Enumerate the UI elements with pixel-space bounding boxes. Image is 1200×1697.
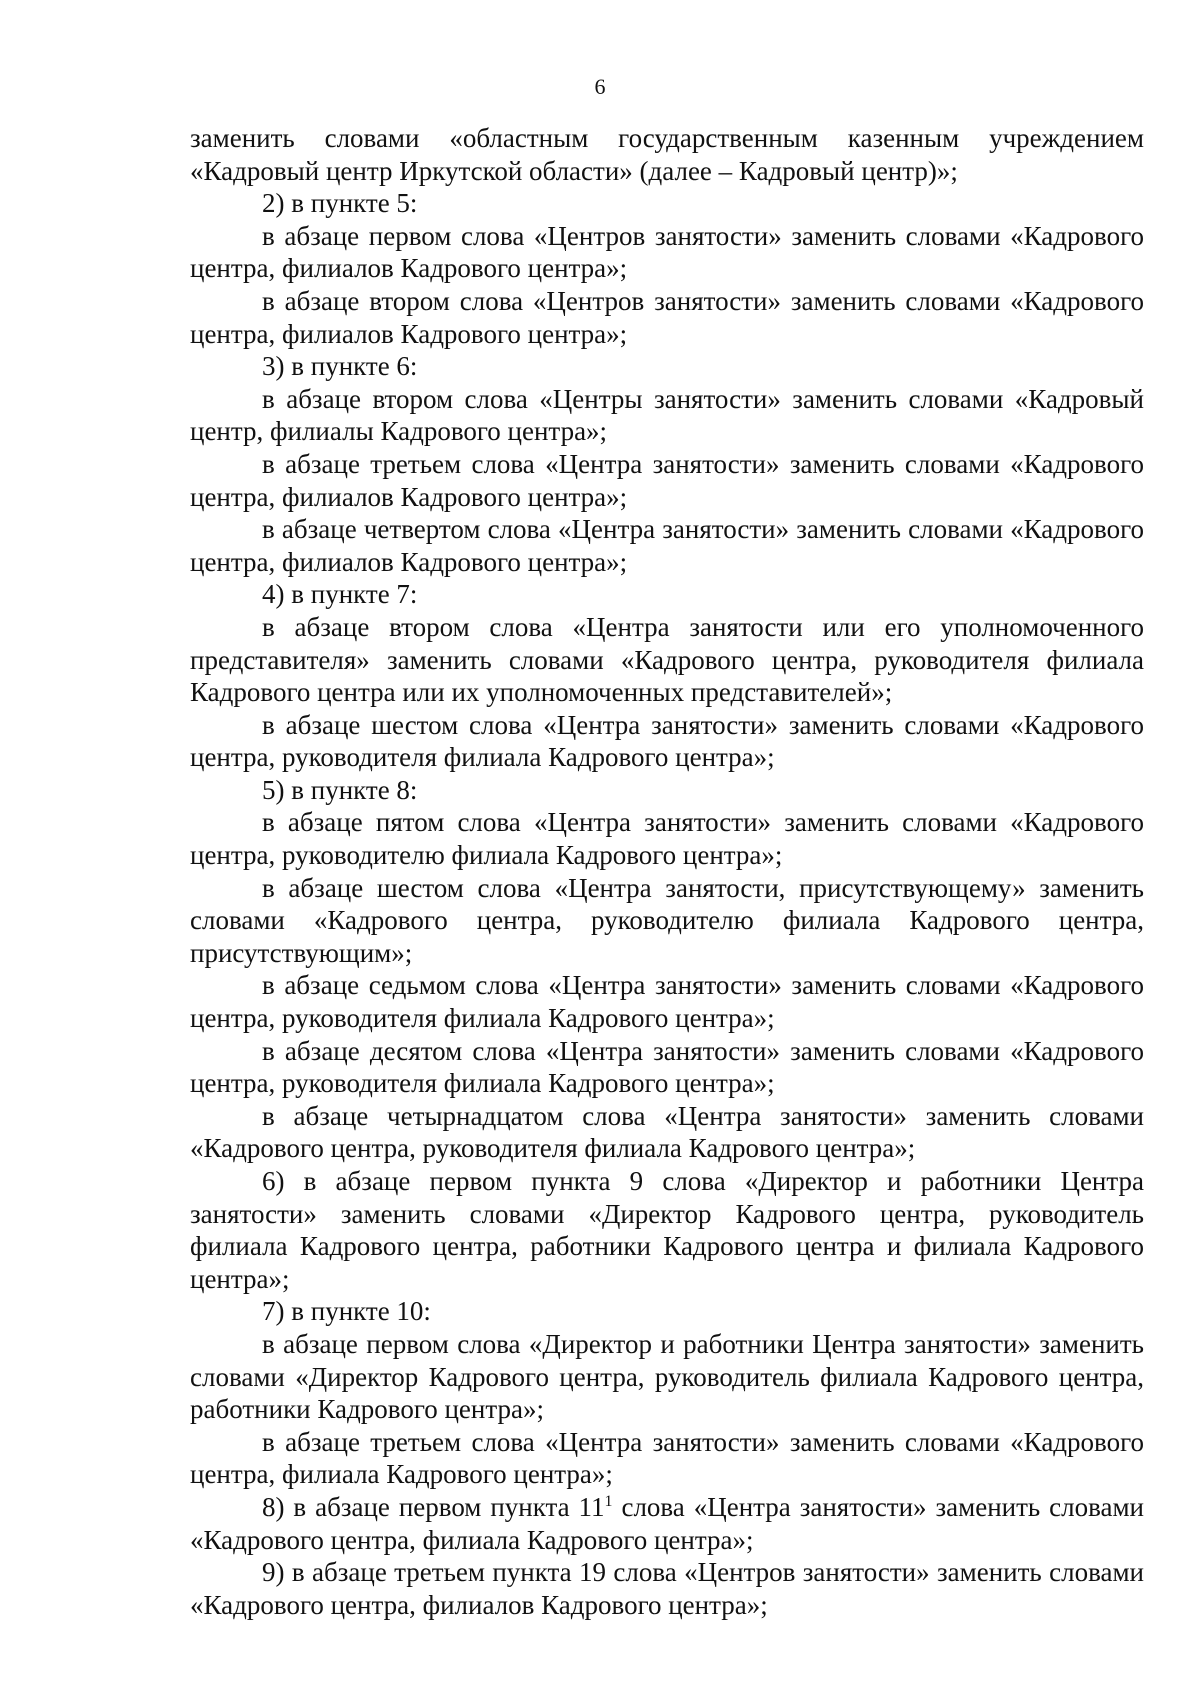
paragraph: в абзаце шестом слова «Центра занятости, присутствующему» заменить словами «Кадрового центра, руководителю филиала Кадрового центра, присутствующим»;	[190, 872, 1144, 968]
paragraph: заменить словами «областным государственным казенным учреждением «Кадровый центр Иркутской области» (далее – Кадровый центр)»;	[190, 123, 1144, 186]
paragraph: 2) в пункте 5:	[262, 188, 418, 219]
paragraph: в абзаце пятом слова «Центра занятости» заменить словами «Кадрового центра, руководителю филиала Кадрового центра»;	[190, 807, 1144, 871]
paragraph: в абзаце третьем слова «Центра занятости» заменить словами «Кадрового центра, филиалов Кадрового центра»;	[190, 448, 1144, 512]
paragraph: в абзаце первом слова «Директор и работники Центра занятости» заменить словами «Директор Кадрового центра, руководитель филиала Кадрового центра, работники Кадрового центра»;	[190, 1328, 1144, 1425]
paragraph: в абзаце четырнадцатом слова «Центра занятости» заменить словами «Кадрового центра, руководителя филиала Кадрового центра»;	[190, 1100, 1144, 1164]
paragraph: в абзаце втором слова «Центры занятости» заменить словами «Кадровый центр, филиалы Кадрового центра»;	[190, 383, 1144, 447]
paragraph: в абзаце седьмом слова «Центра занятости» заменить словами «Кадрового центра, руководителя филиала Кадрового центра»;	[190, 970, 1144, 1034]
paragraph: 9) в абзаце третьем пункта 19 слова «Центров занятости» заменить словами «Кадрового центра, филиалов Кадрового центра»;	[190, 1557, 1144, 1620]
paragraph: в абзаце шестом слова «Центра занятости» заменить словами «Кадрового центра, руководителя филиала Кадрового центра»;	[190, 709, 1144, 773]
paragraph	[190, 1491, 1144, 1556]
paragraph: 7) в пункте 10:	[262, 1296, 431, 1327]
paragraph: в абзаце третьем слова «Центра занятости» заменить словами «Кадрового центра, филиала Кадрового центра»;	[190, 1426, 1144, 1490]
paragraph: в абзаце втором слова «Центров занятости» заменить словами «Кадрового центра, филиалов Кадрового центра»;	[190, 285, 1144, 349]
paragraph-text-start: 8) в абзаце первом пункта 11	[262, 1491, 605, 1522]
paragraph: 5) в пункте 8:	[262, 774, 418, 805]
paragraph: 3) в пункте 6:	[262, 351, 418, 382]
paragraph: в абзаце первом слова «Центров занятости» заменить словами «Кадрового центра, филиалов Кадрового центра»;	[190, 220, 1144, 284]
paragraph: в абзаце втором слова «Центра занятости или его уполномоченного представителя» заменить словами «Кадрового центра, руководителя филиала Кадрового центра или их уполномоченных представителей»;	[190, 611, 1144, 708]
superscript-marker: 1	[604, 1492, 613, 1510]
paragraph: в абзаце четвертом слова «Центра занятости» заменить словами «Кадрового центра, филиалов Кадрового центра»;	[190, 514, 1144, 577]
paragraph: 4) в пункте 7:	[262, 579, 418, 610]
paragraph: 6) в абзаце первом пункта 9 слова «Директор и работники Центра занятости» заменить словами «Директор Кадрового центра, руководитель филиала Кадрового центра, работники Кадрового центра и филиала Кадрового центра»;	[190, 1166, 1144, 1294]
page-number: 6	[594, 74, 606, 99]
paragraph-text-end: слова «Центра занятости» заменить словами «Кадрового центра, филиала Кадрового центра»;	[190, 1491, 1145, 1555]
document-body	[190, 122, 1144, 1621]
paragraph: в абзаце десятом слова «Центра занятости» заменить словами «Кадрового центра, руководителя филиала Кадрового центра»;	[190, 1035, 1144, 1099]
